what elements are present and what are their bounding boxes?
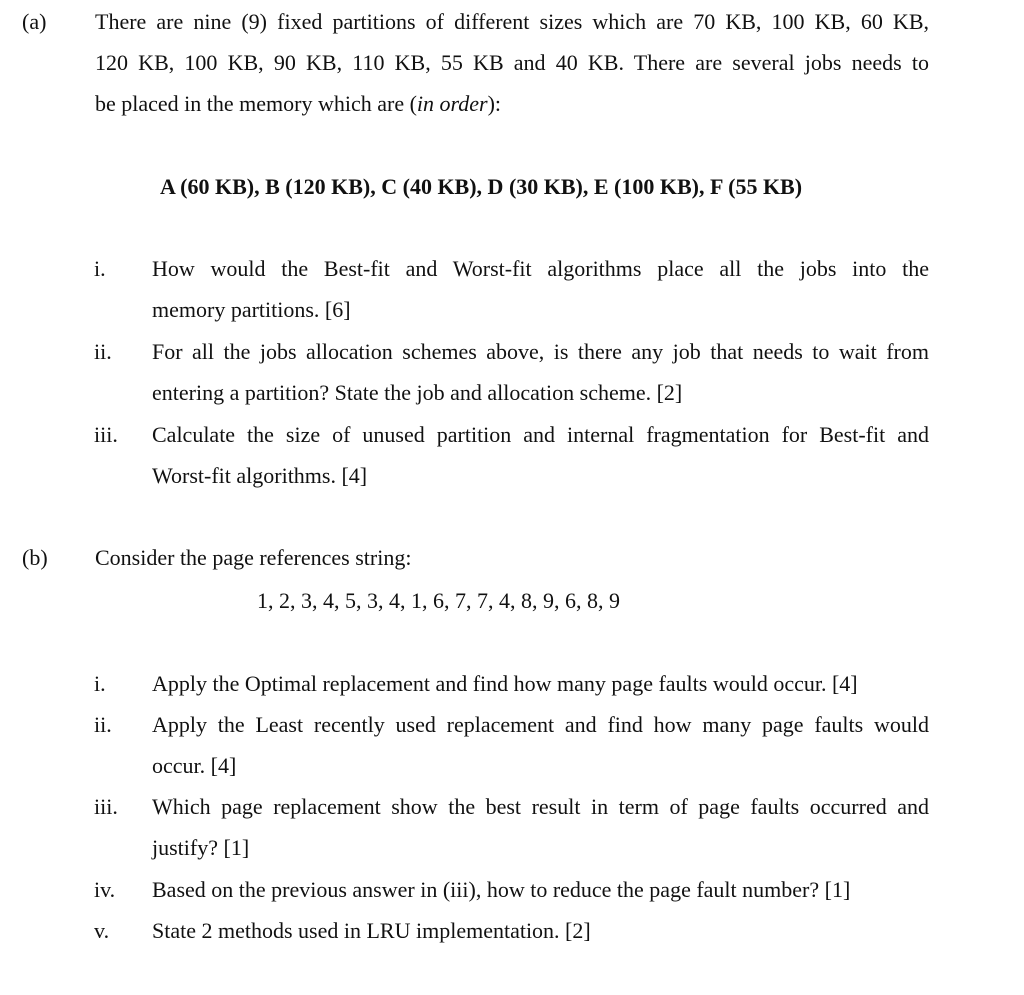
question-a-i-line-1: How would the Best-fit and Worst-fit algorithms place all the jobs into the <box>152 256 929 281</box>
part-a-label: (a) <box>22 9 47 34</box>
page-reference-string: 1, 2, 3, 4, 5, 3, 4, 1, 6, 7, 7, 4, 8, 9, 6, 8, 9 <box>257 588 620 613</box>
job-list: A (60 KB), B (120 KB), C (40 KB), D (30 KB), E (100 KB), F (55 KB) <box>160 174 803 199</box>
question-b-v-number: v. <box>94 918 110 943</box>
question-a-iii-line-2: Worst-fit algorithms. [4] <box>152 463 368 488</box>
question-a-iii-number: iii. <box>94 422 118 447</box>
part-a-intro-line-1: There are nine (9) fixed partitions of different sizes which are 70 KB, 100 KB, 60 KB, <box>95 9 929 34</box>
part-a-intro-line-2: 120 KB, 100 KB, 90 KB, 110 KB, 55 KB and 40 KB. There are several jobs needs to <box>95 50 929 75</box>
question-b-iv-line-1: Based on the previous answer in (iii), how to reduce the page fault number? [1] <box>152 877 851 902</box>
question-b-i-number: i. <box>94 671 106 696</box>
question-a-ii-number: ii. <box>94 339 112 364</box>
part-b-label: (b) <box>22 545 48 570</box>
question-a-i-number: i. <box>94 256 106 281</box>
question-b-ii-line-1: Apply the Least recently used replacement and find how many page faults would <box>152 712 929 737</box>
question-a-iii-line-1: Calculate the size of unused partition and internal fragmentation for Best-fit and <box>152 422 929 447</box>
question-b-iii-line-2: justify? [1] <box>152 835 250 860</box>
question-b-i-line-1: Apply the Optimal replacement and find how many page faults would occur. [4] <box>152 671 858 696</box>
in-order-emphasis: in order <box>416 91 488 116</box>
question-b-iii-line-1: Which page replacement show the best result in term of page faults occurred and <box>152 794 929 819</box>
question-b-ii-line-2: occur. [4] <box>152 753 237 778</box>
part-a-intro-line-3: be placed in the memory which are (in order): <box>95 91 502 116</box>
question-b-iii-number: iii. <box>94 794 118 819</box>
question-b-iv-number: iv. <box>94 877 116 902</box>
question-a-ii-line-2: entering a partition? State the job and allocation scheme. [2] <box>152 380 683 405</box>
question-a-ii-line-1: For all the jobs allocation schemes above, is there any job that needs to wait from <box>152 339 929 364</box>
question-b-ii-number: ii. <box>94 712 112 737</box>
part-b-intro: Consider the page references string: <box>95 545 412 570</box>
question-a-i-line-2: memory partitions. [6] <box>152 297 351 322</box>
question-b-v-line-1: State 2 methods used in LRU implementation. [2] <box>152 918 591 943</box>
